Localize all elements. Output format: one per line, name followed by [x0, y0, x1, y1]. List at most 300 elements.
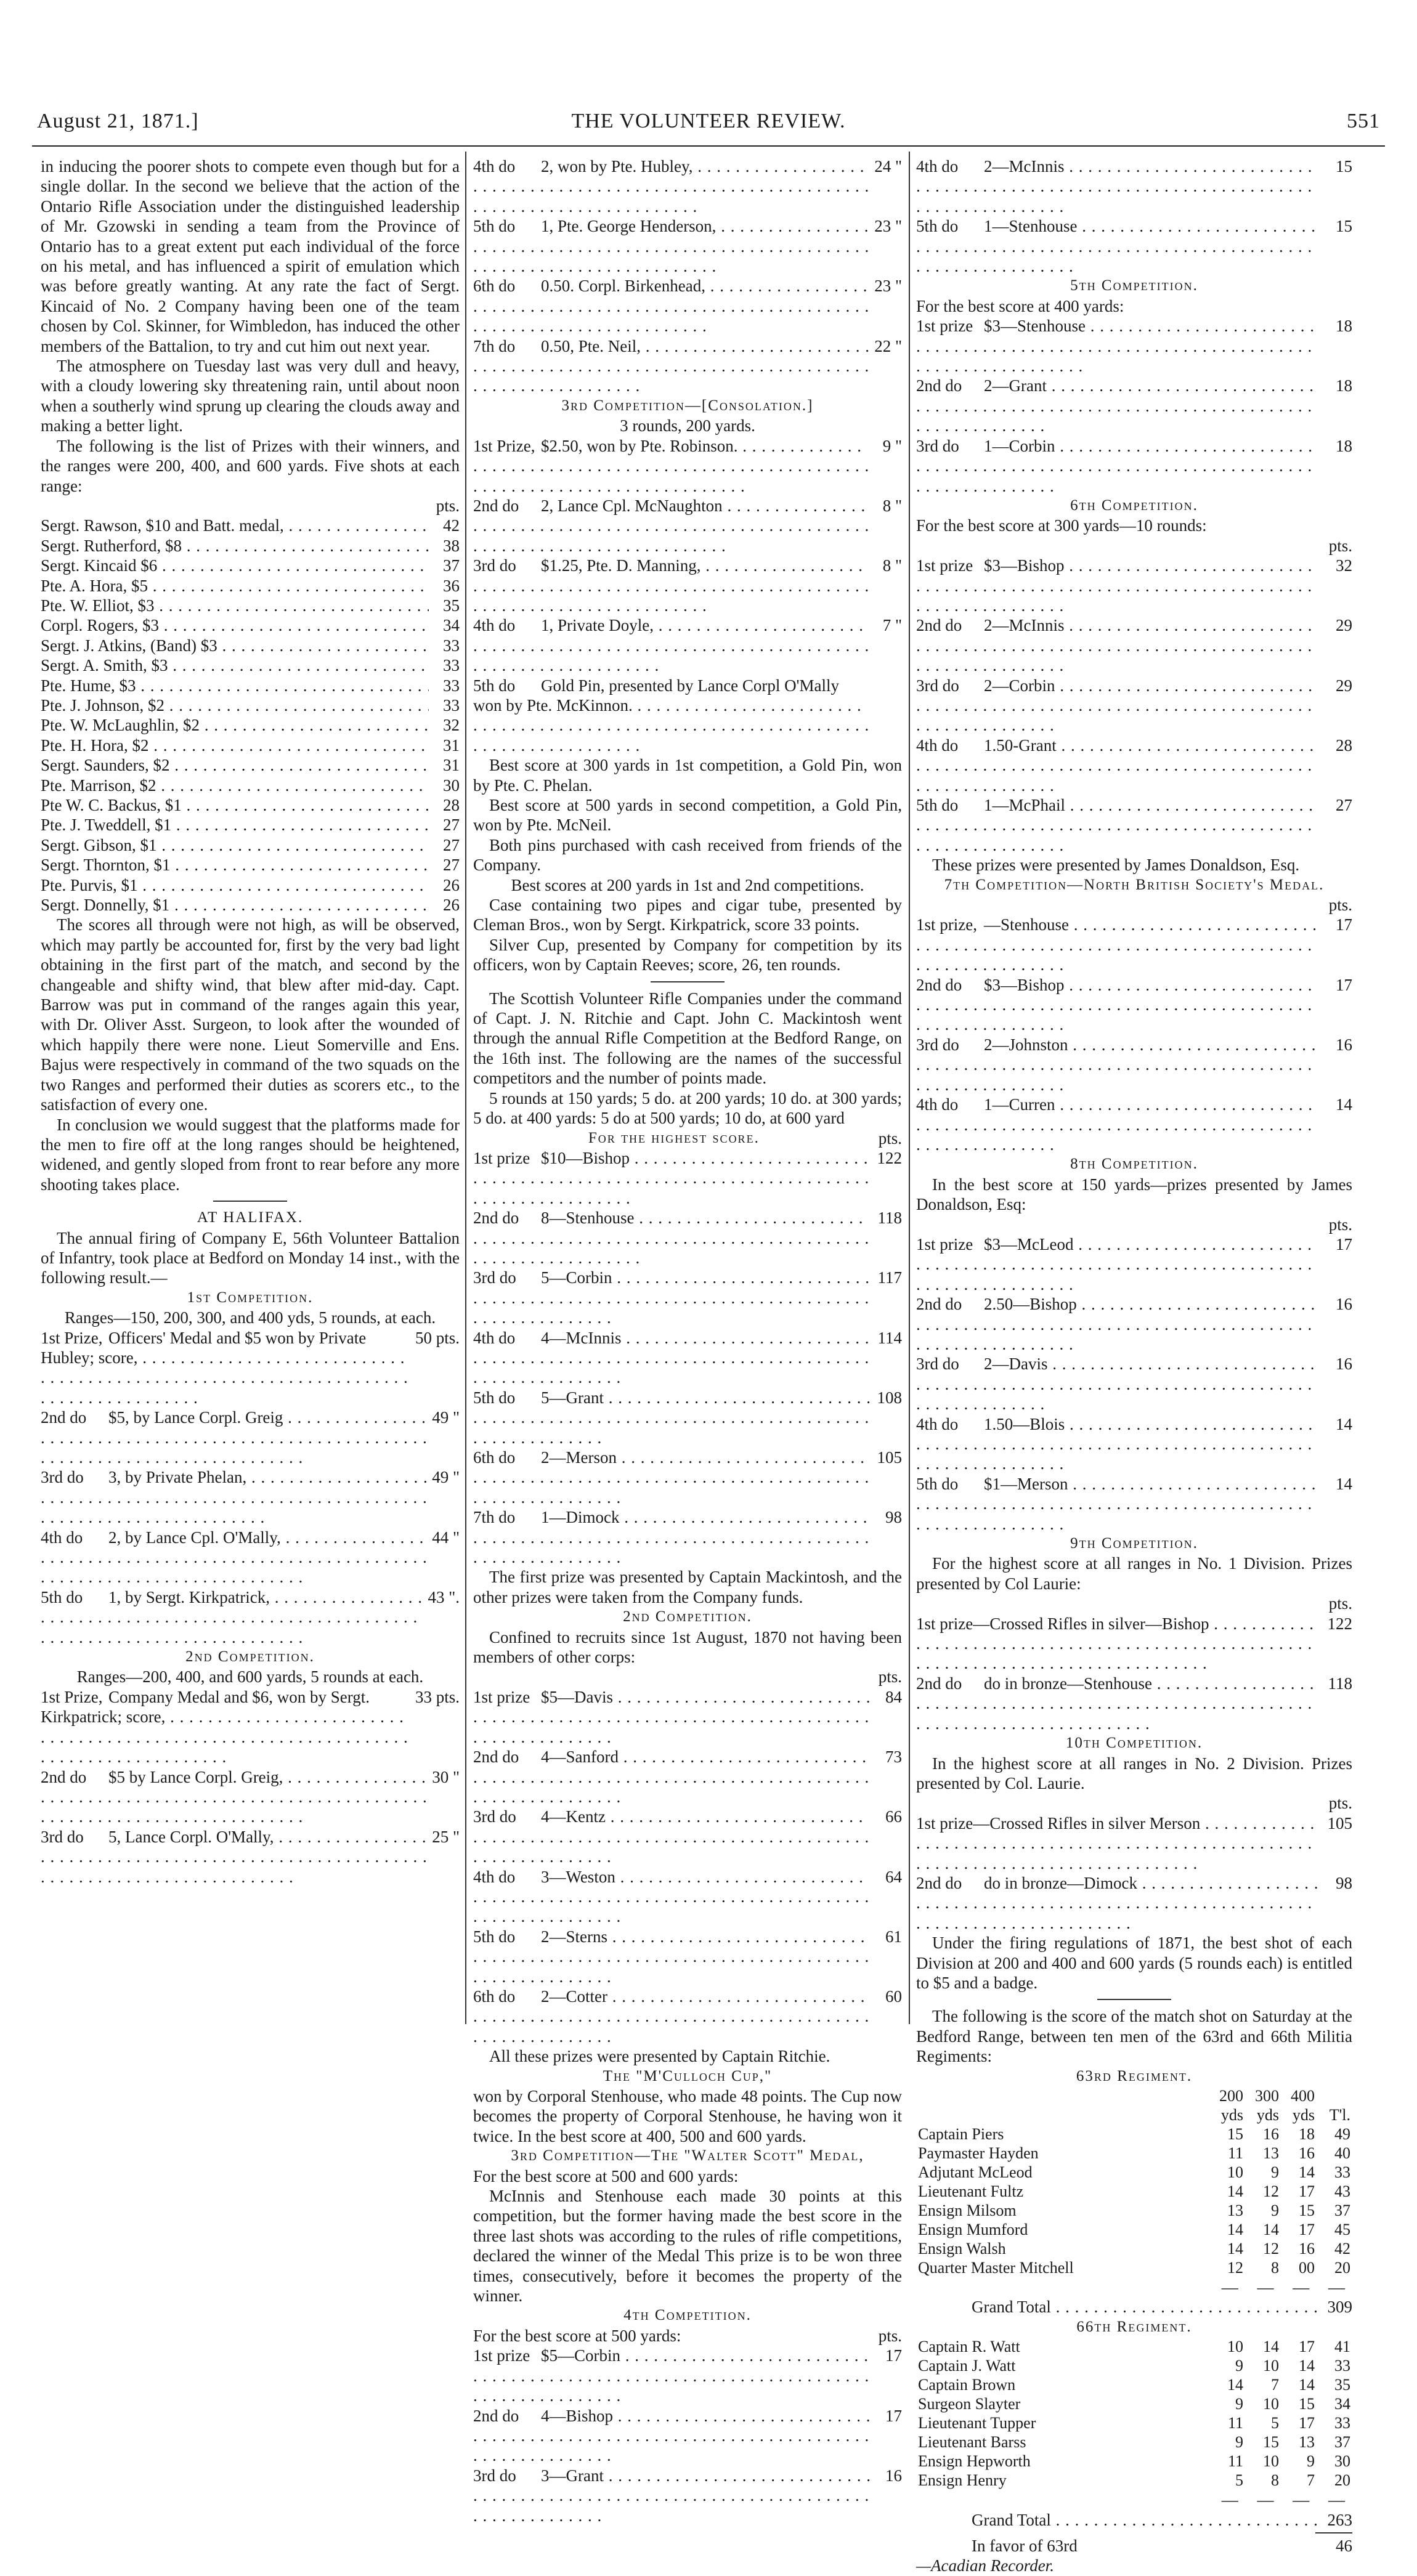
prize-row — [916, 795, 1352, 855]
prize-list — [473, 1148, 902, 1568]
prize-points: 14 — [1336, 1474, 1352, 1493]
competition-heading: 8th Competition. — [1070, 1156, 1198, 1173]
prize-entry — [916, 615, 1322, 675]
score-cell: 17 — [1299, 2338, 1315, 2356]
prize-list — [916, 156, 1352, 276]
prize-points: 122 — [1327, 1614, 1352, 1633]
table-row — [916, 2375, 1352, 2394]
score-cell: 41 — [1334, 2338, 1350, 2356]
total-rule — [1315, 2532, 1352, 2533]
prize-row — [473, 2406, 902, 2466]
prize-text: 1.50-Grant — [984, 735, 1057, 755]
prize-row — [473, 1328, 902, 1388]
prize-place: 4th do — [473, 616, 516, 635]
prize-entry — [916, 1294, 1322, 1354]
prize-points: 73 — [885, 1748, 902, 1767]
score-cell: 37 — [1334, 2201, 1350, 2219]
prize-text: 2—Davis — [984, 1355, 1048, 1374]
article-paragraph: The annual firing of Company E, 56th Volunteer Battalion of Infantry, took place at Bedford on Monday 14 inst., with the following result.— — [41, 1228, 460, 1287]
issue-date: August 21, 1871.] — [37, 110, 199, 132]
prize-points: 17 — [1336, 915, 1352, 934]
prize-text: 2—Johnston — [984, 1035, 1068, 1054]
officer-name: Lieutenant Barss — [918, 2433, 1026, 2452]
prize-entry — [473, 1927, 871, 1987]
prize-row — [473, 1268, 902, 1327]
prize-text: $2.50, won by Pte. Robinson. — [541, 436, 738, 455]
prize-place: 5th do — [916, 1474, 959, 1493]
prize-points: 33 — [443, 695, 460, 715]
prize-place: 5th do — [473, 1927, 516, 1946]
prize-list — [473, 156, 902, 396]
score-cell: 11 — [1227, 2144, 1243, 2162]
prize-text: 2, won by Pte. Hubley, — [541, 157, 693, 176]
prize-place: 3rd do — [473, 1268, 516, 1287]
prize-row — [41, 576, 460, 596]
prize-row — [41, 1767, 460, 1827]
competition-heading: 6th Competition. — [1070, 496, 1198, 514]
grand-total-row — [916, 2297, 1352, 2317]
table-row — [916, 2258, 1352, 2277]
prize-text: 0.50, Pte. Neil, — [541, 336, 641, 355]
prize-row — [41, 636, 460, 655]
score-cell: 17 — [1299, 2221, 1315, 2238]
prize-row — [473, 1448, 902, 1507]
score-cell: 8 — [1271, 2259, 1279, 2277]
highest-score-heading-row — [473, 1128, 902, 1148]
prize-row — [41, 1587, 460, 1647]
prize-row — [41, 715, 460, 735]
prize-points: 42 — [443, 516, 460, 535]
competition-intro: In the highest score at all ranges in No. 2 Division. Prizes presented by Col. Laurie. — [916, 1754, 1352, 1792]
prize-points: 31 — [443, 735, 460, 755]
prize-list — [916, 316, 1352, 496]
prize-winner: Pte. Purvis, $1 . . . — [41, 875, 429, 895]
prize-row — [916, 1354, 1352, 1414]
table-row — [916, 2163, 1352, 2182]
article-paragraph: The following is the score of the match shot on Saturday at the Bedford Range, between ten men of the 63rd and 66th Militia Regiments: — [916, 2007, 1352, 2066]
competition-heading: The "M'Culloch Cup," — [603, 2067, 773, 2084]
prize-place: 1st Prize, — [473, 436, 535, 455]
prize-points: 34 — [443, 616, 460, 635]
score-cell: 14 — [1299, 2376, 1315, 2394]
prize-place: 4th do — [916, 1414, 959, 1433]
prize-list — [916, 915, 1352, 1154]
prize-row — [473, 336, 902, 396]
competition-heading: 2nd Competition. — [185, 1648, 315, 1666]
prize-place: 2nd do — [473, 496, 519, 515]
prize-place: 1st prize — [473, 2346, 530, 2365]
score-cell: 33 — [1334, 2357, 1350, 2375]
prize-entry — [916, 795, 1322, 855]
officer-name: Captain Brown — [918, 2376, 1016, 2394]
grand-total-label: Grand Total . . . — [916, 2297, 1322, 2317]
prize-place: 4th do — [41, 1528, 83, 1547]
prize-row — [916, 1095, 1352, 1154]
prize-winner: Sergt. Rutherford, $8 . . . — [41, 536, 429, 556]
prize-points: 22 " — [874, 336, 902, 355]
prize-points: 38 — [443, 536, 460, 555]
prize-points: 26 — [443, 896, 460, 915]
prize-list — [41, 1687, 460, 1887]
prize-text: 2—McInnis — [984, 157, 1065, 176]
prize-text: 2—Corbin — [984, 676, 1055, 695]
table-header: 300 — [1255, 2087, 1279, 2105]
prize-winner: Pte. H. Hora, $2 . . . — [41, 735, 429, 755]
prize-row — [473, 1987, 902, 2046]
prize-text: 4—Kentz — [541, 1807, 606, 1826]
prize-text: $10—Bishop — [541, 1148, 630, 1167]
pts-label: pts. — [1328, 1594, 1352, 1613]
prize-points: 27 — [443, 835, 460, 854]
prize-row — [41, 815, 460, 835]
prize-winner: Pte. J. Johnson, $2 . . . — [41, 695, 429, 715]
prize-row — [41, 755, 460, 775]
prize-entry — [41, 1687, 412, 1767]
pts-label: pts. — [878, 2326, 902, 2345]
prize-row — [916, 556, 1352, 615]
prize-points: 7 " — [882, 616, 902, 635]
article-paragraph: These prizes were presented by James Donaldson, Esq. — [932, 856, 1300, 875]
prize-entry — [41, 1467, 428, 1527]
article-paragraph: Case containing two pipes and cigar tube, presented by Cleman Bros., won by Sergt. Kirkpatrick, score 33 points. — [473, 896, 902, 934]
prize-text: $1.25, Pte. D. Manning, — [541, 556, 701, 575]
prize-list — [916, 1813, 1352, 1933]
prize-text: 2—Cotter — [541, 1987, 607, 2006]
prize-points: 18 — [1336, 317, 1352, 336]
column-3 — [916, 156, 1352, 2576]
score-cell: 14 — [1227, 2221, 1243, 2238]
article-paragraph: in inducing the poorer shots to compete even though but for a single dollar. In the second we believe that the action of the Ontario Rifle Association under the distinguished leadership of Mr. Gzowski in sending a team from the Province of Ontario has to a great extent put each individual of the force on his metal, and has influenced a spirit of emulation which was before greatly wanting. At any rate the fact of Sergt. Kincaid of No. 2 Company having been one of the team chosen by Col. Skinner, for Wimbledon, has induced the other members of the Battalion, to try and cut him out next year. — [41, 157, 460, 355]
score-cell: 16 — [1299, 2144, 1315, 2162]
prize-text: 5, Lance Corpl. O'Mally, — [108, 1827, 274, 1846]
prize-text: 1—Dimock — [541, 1508, 620, 1527]
prize-winner: Pte. W. Elliot, $3 . . . — [41, 596, 429, 615]
prize-entry — [916, 436, 1322, 496]
pts-label: pts. — [1328, 536, 1352, 555]
prize-points: 122 — [877, 1148, 902, 1167]
prize-text: $5 by Lance Corpl. Greig, — [108, 1767, 283, 1786]
prize-text: 8—Stenhouse — [541, 1209, 635, 1228]
favor-label: In favor of 63rd — [972, 2537, 1078, 2556]
score-cell: 16 — [1263, 2125, 1279, 2143]
prize-row — [41, 536, 460, 556]
prize-row — [473, 615, 902, 675]
prize-entry — [916, 556, 1322, 615]
competition-heading: 10th Competition. — [1065, 1735, 1203, 1752]
prize-row — [916, 1813, 1352, 1873]
article-paragraph: Under the firing regulations of 1871, the best shot of each Division at 200 and 400 and 600 yards (5 rounds each) is entitled to $5 and a badge. — [916, 1934, 1352, 1992]
score-cell: 14 — [1299, 2163, 1315, 2181]
prize-entry — [916, 1354, 1322, 1414]
table-header: 200 — [1219, 2087, 1243, 2105]
prize-points: 16 — [885, 2466, 902, 2485]
prize-winner: Pte. Hume, $3 . . . — [41, 676, 429, 695]
prize-points: 18 — [1336, 376, 1352, 395]
prize-row — [916, 1294, 1352, 1354]
regiment-heading: 66th Regiment. — [1076, 2318, 1192, 2335]
officer-name: Ensign Henry — [918, 2471, 1007, 2490]
prize-text: 2—Grant — [984, 376, 1047, 395]
score-cell: 13 — [1227, 2201, 1243, 2219]
prize-list — [916, 1614, 1352, 1733]
table-header: yds — [1220, 2106, 1243, 2124]
article-paragraph: In conclusion we would suggest that the platforms made for the men to fire off at the long ranges should be heightened, widened, and gently sloped from front to rear before any more shooting takes place. — [41, 1115, 460, 1194]
score-cell: 20 — [1334, 2259, 1350, 2277]
competition-ranges: Ranges—150, 200, 300, and 400 yds, 5 rounds, at each. — [64, 1308, 436, 1327]
score-cell: 9 — [1271, 2201, 1279, 2219]
prize-place: 2nd do — [916, 975, 962, 994]
prize-text: 1—Corbin — [984, 436, 1055, 455]
prize-place: 2nd do — [473, 1209, 519, 1228]
prize-entry — [473, 676, 871, 756]
prize-row — [473, 1388, 902, 1448]
score-cell: 33 — [1334, 2163, 1350, 2181]
prize-row — [916, 316, 1352, 376]
table-row — [916, 2471, 1352, 2490]
table-row — [916, 2432, 1352, 2452]
prize-entry — [916, 915, 1322, 974]
prize-points: 8 " — [882, 556, 902, 575]
prize-place: 6th do — [473, 277, 516, 296]
prize-points: 35 — [443, 596, 460, 615]
pts-label: pts. — [1328, 1215, 1352, 1234]
prize-points: 33 — [443, 656, 460, 675]
prize-text: 3, by Private Phelan, — [108, 1468, 247, 1487]
article-paragraph: Both pins purchased with cash received from friends of the Company. — [473, 835, 902, 875]
competition-intro: For the best score at 300 yards—10 rounds: — [916, 516, 1207, 535]
prize-entry — [473, 1687, 871, 1747]
prize-row — [473, 1747, 902, 1807]
prize-place: 6th do — [473, 1987, 516, 2006]
competition-ranges: Ranges—200, 400, and 600 yards, 5 rounds at each. — [76, 1667, 424, 1687]
prize-text: Gold Pin, presented by Lance Corpl O'Mally won by Pte. McKinnon. — [473, 676, 840, 715]
prize-points: 114 — [877, 1328, 902, 1347]
favor-value: 46 — [1336, 2537, 1352, 2556]
prize-place: 5th do — [41, 1587, 83, 1606]
grand-total-value: 309 — [1327, 2298, 1352, 2317]
prize-text: 1, Pte. George Henderson, — [541, 217, 717, 236]
prize-text: 3—Weston — [541, 1867, 615, 1886]
prize-entry — [473, 1807, 871, 1866]
prize-winner: Sergt. Kincaid $6 . . . — [41, 556, 429, 575]
prize-entry — [473, 1507, 871, 1567]
competition-intro: For the best score at 400 yards: — [916, 296, 1124, 315]
prize-points: 29 — [1336, 676, 1352, 695]
prize-points: 8 " — [882, 496, 902, 515]
officer-name: Surgeon Slayter — [918, 2395, 1021, 2413]
prize-place: 4th do — [473, 157, 516, 176]
prize-row — [473, 556, 902, 615]
prize-row — [41, 596, 460, 615]
prize-points: 98 — [885, 1508, 902, 1527]
page-number: 551 — [1347, 110, 1380, 132]
prize-points: 64 — [885, 1867, 902, 1886]
prize-entry — [473, 216, 871, 276]
article-paragraph: The first prize was presented by Captain Mackintosh, and the other prizes were taken from the Company funds. — [473, 1568, 902, 1606]
prize-row — [41, 655, 460, 675]
prize-text: 1—McPhail — [984, 796, 1065, 814]
prize-points: 32 — [1336, 556, 1352, 575]
prize-place: 2nd do — [473, 1748, 519, 1767]
prize-entry — [916, 1614, 1322, 1674]
score-cell: 10 — [1227, 2338, 1243, 2356]
prize-row — [473, 496, 902, 556]
prize-points: 118 — [877, 1209, 902, 1228]
article-paragraph: The Scottish Volunteer Rifle Companies under the command of Capt. J. N. Ritchie and Capt. John C. Mackintosh went through the annual Rifle Competition at the Bedford Range, on the 16th inst. The following are the names of the successful competitors and the number of points made. — [473, 989, 902, 1088]
table-header-row — [916, 2105, 1352, 2124]
prize-place: 4th do — [916, 157, 959, 176]
prize-text: 5—Corbin — [541, 1268, 612, 1287]
prize-points: 16 — [1336, 1355, 1352, 1374]
score-cell: 15 — [1263, 2433, 1279, 2452]
prize-entry — [41, 1528, 428, 1587]
table-row — [916, 2144, 1352, 2163]
article-paragraph: won by Corporal Stenhouse, who made 48 points. The Cup now becomes the property of Corporal Stenhouse, he having won it twice. In the best score at 400, 500 and 600 yards. — [473, 2087, 902, 2145]
grand-total-row — [916, 2510, 1352, 2530]
prize-place: 7th do — [473, 1508, 516, 1527]
prize-entry — [916, 1873, 1322, 1933]
table-row — [916, 2356, 1352, 2375]
prize-row — [41, 676, 460, 695]
pts-label: pts. — [1328, 896, 1352, 915]
prize-points: 43 ". — [428, 1587, 460, 1606]
prize-entry — [916, 1234, 1322, 1294]
prize-winner: Sergt. Thornton, $1 . . . — [41, 855, 429, 875]
prize-points: 17 — [1336, 975, 1352, 994]
score-cell: 33 — [1334, 2414, 1350, 2432]
table-row — [916, 2220, 1352, 2239]
prize-row — [916, 975, 1352, 1035]
competition-heading: 7th Competition—North British Society's Medal. — [944, 876, 1325, 893]
prize-row — [916, 436, 1352, 496]
score-cell: 14 — [1263, 2221, 1279, 2238]
prize-place: 3rd do — [916, 436, 959, 455]
table-header-row — [916, 2086, 1352, 2105]
prize-points: 16 — [1336, 1295, 1352, 1314]
prize-row — [473, 1927, 902, 1987]
prize-place: 2nd do — [916, 1873, 962, 1892]
prize-row — [916, 1474, 1352, 1534]
prize-text: 0.50. Corpl. Birkenhead, — [541, 277, 705, 296]
prize-entry — [916, 1674, 1322, 1733]
score-cell: 15 — [1227, 2125, 1243, 2143]
prize-points: 105 — [1327, 1813, 1352, 1833]
officer-name: Lieutenant Fultz — [918, 2182, 1024, 2200]
prize-points: 60 — [885, 1987, 902, 2006]
column-divider — [465, 152, 466, 2024]
article-paragraph: The scores all through were not high, as will be observed, which may partly be accounted for, first by the very bad light obtaining in the first part of the match, and second by the changeable and shifty wind, that blew after mid-day. Capt. Barrow was put in command of the ranges again this year, with Dr. Oliver Asst. Surgeon, to look after the wounded of which happily there were none. Lieut Somerville and Ens. Bajus were respectively in command of the two squads on the two Ranges and performed their duties as scorers etc., to the satisfaction of every one. — [41, 915, 460, 1114]
publication-title: THE VOLUNTEER REVIEW. — [571, 110, 846, 132]
prize-place: 5th do — [916, 217, 959, 236]
competition-heading: 5th Competition. — [1070, 277, 1198, 294]
score-cell: 17 — [1299, 2182, 1315, 2200]
score-cell: 43 — [1334, 2182, 1350, 2200]
prize-entry — [916, 376, 1322, 435]
prize-winner: Pte. Marrison, $2 . . . — [41, 776, 429, 795]
prize-entry — [473, 1448, 871, 1507]
officer-name: Ensign Walsh — [918, 2240, 1006, 2258]
section-heading: AT HALIFAX. — [197, 1209, 304, 1226]
article-paragraph: All these prizes were presented by Captain Ritchie. — [489, 2047, 830, 2066]
prize-points: 105 — [877, 1448, 902, 1467]
officer-name: Ensign Hepworth — [918, 2452, 1031, 2471]
prize-row — [473, 1807, 902, 1866]
article-paragraph: Best score at 300 yards in 1st competition, a Gold Pin, won by Pte. C. Phelan. — [473, 756, 902, 795]
prize-place: 1st prize — [916, 556, 973, 575]
prize-place: 2nd do — [916, 376, 962, 395]
prize-list — [473, 2346, 902, 2525]
score-cell: 18 — [1299, 2125, 1315, 2143]
prize-points: 26 — [443, 875, 460, 894]
prize-points: 66 — [885, 1807, 902, 1826]
prize-text: 4—McInnis — [541, 1328, 622, 1347]
prize-winner: Sergt. Saunders, $2 . . . — [41, 755, 429, 775]
prize-points: 28 — [1336, 735, 1352, 755]
prize-entry — [916, 1813, 1322, 1873]
prize-text: 4—Bishop — [541, 2406, 614, 2425]
officer-name: Captain J. Watt — [918, 2357, 1016, 2375]
score-cell: 10 — [1227, 2163, 1243, 2181]
prize-place: 3rd do — [473, 2466, 516, 2485]
prize-entry — [41, 1827, 428, 1887]
prize-text: $3—Stenhouse — [984, 317, 1086, 336]
score-cell: 17 — [1299, 2414, 1315, 2432]
competition-heading: 3rd Competition—[Consolation.] — [561, 397, 814, 414]
prize-row — [41, 1407, 460, 1467]
score-cell: 10 — [1263, 2395, 1279, 2413]
section-rule — [651, 981, 725, 982]
intro-row — [473, 2326, 902, 2346]
score-cell: 12 — [1227, 2259, 1243, 2277]
article-paragraph: Best scores at 200 yards in 1st and 2nd competitions. — [511, 875, 864, 894]
prize-place: 1st prize— — [916, 1813, 990, 1833]
prize-place: 2nd do — [41, 1767, 87, 1786]
score-cell: 20 — [1334, 2471, 1350, 2490]
prize-row — [41, 795, 460, 815]
table-row — [916, 2337, 1352, 2356]
prize-place: 3rd do — [916, 676, 959, 695]
grand-total-label: Grand Total . . . — [916, 2510, 1322, 2530]
prize-row — [473, 1687, 902, 1747]
prize-text: $5, by Lance Corpl. Greig — [108, 1408, 283, 1427]
prize-list — [916, 556, 1352, 855]
prize-text: 5—Grant — [541, 1388, 604, 1407]
prize-row — [41, 776, 460, 795]
prize-points: 117 — [877, 1268, 902, 1287]
officer-name: Captain R. Watt — [918, 2338, 1020, 2356]
prize-row — [41, 1528, 460, 1587]
column-1 — [41, 156, 460, 1887]
prize-entry — [473, 1388, 871, 1448]
prize-points: 33 — [443, 636, 460, 655]
pts-label: pts. — [878, 1667, 902, 1687]
prize-entry — [916, 1035, 1322, 1095]
officer-name: Adjutant McLeod — [918, 2163, 1033, 2181]
score-table-63rd — [916, 2086, 1352, 2277]
prize-place: 1st prize — [916, 1234, 973, 1254]
prize-row — [41, 835, 460, 855]
prize-points: 118 — [1328, 1674, 1352, 1693]
score-cell: 14 — [1263, 2338, 1279, 2356]
prize-entry — [473, 436, 871, 496]
competition-ranges: 3 rounds, 200 yards. — [620, 416, 755, 435]
prize-text: 1, Private Doyle, — [541, 616, 654, 635]
prize-winner: Pte. J. Tweddell, $1 . . . — [41, 815, 429, 835]
header-rule — [32, 145, 1385, 147]
prize-row — [473, 2346, 902, 2405]
prize-points: 50 pts. — [415, 1328, 460, 1347]
source-credit: —Acadian Recorder. — [916, 2556, 1054, 2575]
